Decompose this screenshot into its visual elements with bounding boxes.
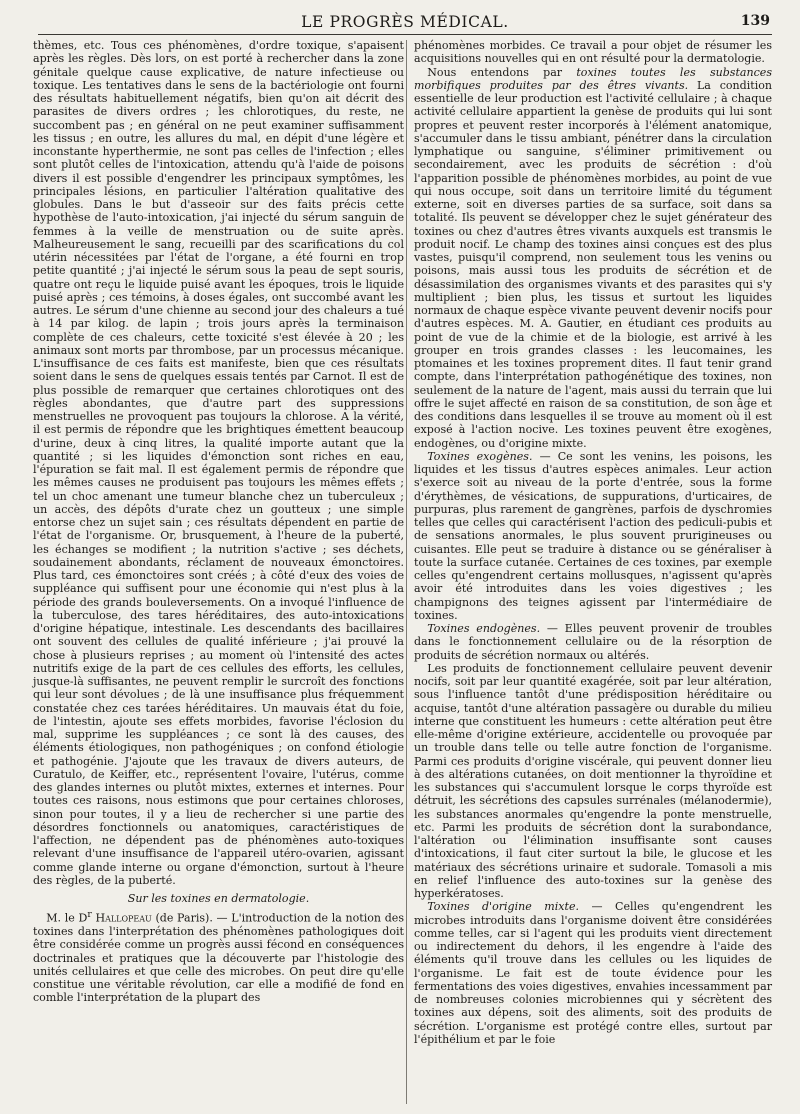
right-column	[414, 39, 772, 1046]
subsection-heading: Toxines exogènes.	[427, 449, 533, 463]
paragraph	[414, 450, 772, 622]
paragraph	[33, 908, 404, 1004]
paragraph-text: — Ce sont les venins, les poisons, les liquides et les tissus d'autres espèces animales. Leur action s'exerce soit au niveau de la porte d'entrée, sous la forme d'érythèmes, de vésications, de suppurations, d'urticaires, de purpuras, plus rarement de gangrènes, parfois de dyschromies telles que celles qui caractérisent l'action des pediculi-pubis et de sensations anormales, le plus souvent prurigineuses ou cuisantes. Elle peut se traduire à distance ou se généraliser à toute la surface cutanée. Certaines de ces toxines, par exemple celles qu'engendrent certains mollusques, n'agissent qu'après avoir été introduites dans les voies digestives ; les champignons des teignes agissent par l'intermédiaire de toxines.	[414, 449, 772, 622]
journal-title: LE PROGRÈS MÉDICAL.	[301, 13, 509, 31]
definition-emphasis: toxines toutes les substances morbifiques produites par des êtres vivants.	[414, 65, 772, 92]
section-heading: Sur les toxines en dermatologie.	[127, 892, 310, 905]
subsection-heading: Toxines d'origine mixte.	[427, 900, 580, 914]
paragraph-text: La condition essentielle de leur production est l'activité cellulaire ; à chaque activité cellulaire appartient la genèse de produits qui lui sont propres et peuvent rester incorporés à l'élément anatomique, s'accumuler dans le tissu ambiant, pénétrer dans la circulation lymphatique ou sanguine, s'éliminer primitivement ou secondairement, avec les produits de sécrétion : d'où l'apparition possible de phénomènes morbides, au point de vue qui nous occupe, soit dans un territoire limité du tégument externe, soit en diverses parties de sa surface, soit dans sa totalité. Ils peuvent se développer chez le sujet générateur des toxines ou chez d'autres êtres vivants auxquels est transmis le produit nocif. Le champ des toxines ainsi conçues est des plus vastes, puisqu'il comprend, non seulement tous les venins ou poisons, mais aussi tous les produits de sécrétion et de désassimilation des organismes vivants et des parasites qui s'y multiplient ; bien plus, les tissus et surtout les liquides normaux de chaque espèce vivante peuvent devenir nocifs pour d'autres espèces. M. A. Gautier, en étudiant ces produits au point de vue de la chimie et de la biologie, est arrivé à les grouper en trois grandes classes : les leucomaines, les ptomaines et les toxines proprement dites. Il faut tenir grand compte, dans l'interprétation pathogénétique des toxines, non seulement de la nature de l'agent, mais aussi du terrain que lui offre le sujet affecté en raison de sa constitution, de son âge et des conditions dans lesquelles il se trouve au moment où il est exposé à l'action nocive. Les toxines peuvent être exogènes, endogènes, ou d'origine mixte.	[414, 78, 772, 450]
author-title-superscript: r	[87, 909, 92, 921]
paragraph: thèmes, etc. Tous ces phénomènes, d'ordre toxique, s'apaisent après les règles. Dès lors, on est porté à rechercher dans la zone génitale quelque cause explicative, de nature infectieuse ou toxique. Les tentatives dans le sens de la bactériologie ont fourni des résultats habituellement négatifs, bien qu'on ait décrit des parasites de divers ordres ; les chlorotiques, du reste, ne succombent pas ; en général on ne peut examiner suffisamment les tissus ; en outre, les allures du mal, en dépit d'une légère et inconstante hyperthermie, ne sont pas celles de l'infection ; elles sont plutôt celles de l'intoxication, attendu qu'à l'aide de poisons divers il est possible d'engendrer les principaux symptômes, les principales lésions, en particulier l'altération qualitative des globules. Dans le but d'asseoir sur des faits précis cette hypothèse de l'auto-intoxication, j'ai injecté du sérum sanguin de femmes à la veille de menstruation ou de suite après. Malheureusement le sang, recueilli par des scarifications du col utérin nécessitées par l'état de l'organe, a été fourni en trop petite quantité ; j'ai injecté le sérum sous la peau de sept souris, quatre ont reçu le liquide puisé avant les époques, trois le liquide puisé après ; ces témoins, à doses égales, ont succombé avant les autres. Le sérum d'une chienne au second jour des chaleurs a tué à 14 par kilog. de lapin ; trois jours après la terminaison complète de ces chaleurs, cette toxicité s'est élevée à 20 ; les animaux sont morts par thrombose, par un processus mécanique. L'insuffisance de ces faits est manifeste, bien que ces résultats soient dans le sens de quelques essais tentés par Carnot. Il est de plus possible de remarquer que certaines chlorotiques ont des règles abondantes, que d'autre part des suppressions menstruelles ne provoquent pas toujours la chlorose. A la vérité, il est permis de répondre que les brightiques émettent beaucoup d'urine, deux à cinq litres, la qualité importe autant que la quantité ; si les liquides d'émonction sont riches en eau, l'épuration se fait mal. Il est également permis de répondre que les mêmes causes ne produisent pas toujours les mêmes effets ; tel un choc amenant une tumeur blanche chez un tuberculeux ; un accès, des dépôts d'urate chez un goutteux ; une simple entorse chez un sujet sain ; ces résultats dépendent en partie de l'état de l'organisme. Or, brusquement, à l'heure de la puberté, les échanges se modifient ; la nutrition s'active ; ses déchets, soudainement abondants, réclament de nouveaux émonctoires. Plus tard, ces émonctoires sont créés ; à côté d'eux des voies de suppléance qui suffisent pour une économie qui n'est plus à la période des grands bouleversements. On a invoqué l'influence de la tuberculose, des tares héréditaires, des auto-intoxications d'origine hépatique, intestinale. Les descendants des bacillaires ont souvent des cellules de qualité inférieure ; j'ai prouvé la chose à plusieurs reprises ; au moment où l'intensité des actes nutritifs exige de la part de ces cellules des efforts, les cellules, jusque-là suffisantes, ne peuvent remplir le surcroît des fonctions qui leur sont dévolues ; de là une insuffisance plus fréquemment constatée chez ces tarées héréditaires. Un mauvais état du foie, de l'intestin, ajoute ses effets morbides, favorise l'éclosion du mal, supprime les suppléances ; ce sont là des causes, des éléments étiologiques, non pathogéniques ; on confond étiologie et pathogénie. J'ajoute que les travaux de divers auteurs, de Curatulo, de Keiffer, etc., représentent l'ovaire, l'utérus, comme des glandes internes ou plutôt mixtes, externes et internes. Pour toutes ces raisons, nous estimons que pour certaines chloroses, sinon pour toutes, il y a lieu de rechercher si une partie des désordres fonctionnels ou anatomiques, caractéristiques de l'affection, ne dépendent pas de phénomènes auto-toxiques relevant d'une insuffisance de l'appareil utéro-ovarien, agissant comme glande interne ou organe d'émonction, surtout à l'heure des règles, de la puberté.	[33, 39, 404, 887]
subsection-heading: Toxines endogènes.	[427, 622, 541, 635]
author-name: Hallopeau	[91, 911, 152, 925]
author-title: M. le D	[46, 911, 88, 925]
paragraph	[414, 900, 772, 1046]
paragraph-text: — Celles qu'engendrent les microbes introduits dans l'organisme doivent être considérées comme telles, car si l'agent qui les produits vient directement ou indirectement du dehors, il les engendre à l'aide des éléments qu'il trouve dans les cellules ou les liquides de l'organisme. Le fait est de toute évidence pour les fermentations des voies digestives, envahies incessamment par de nombreuses colonies microbiennes qui y sécrètent des toxines aux dépens, soit des aliments, soit des produits de sécrétion. L'organisme est protégé contre elles, surtout par l'épithélium et par le foie	[414, 900, 773, 1046]
paragraph: Les produits de fonctionnement cellulaire peuvent devenir nocifs, soit par leur quantité exagérée, soit par leur altération, sous l'influence tantôt d'une prédisposition héréditaire ou acquise, tantôt d'une altération passagère ou durable du milieu interne que constituent les humeurs : cette altération peut être elle-même d'origine extérieure, accidentelle ou provoquée par un trouble dans telle ou telle autre fonction de l'organisme. Parmi ces produits d'origine viscérale, qui peuvent donner lieu à des altérations cutanées, on doit mentionner la thyroïdine et les substances qui s'accumulent lorsque le corps thyroïde est détruit, les sécrétions des capsules surrénales (mélanodermie), les substances anormales qu'engendre la ponte menstruelle, etc. Parmi les produits de sécrétion dont la surabondance, l'altération ou l'élimination insuffisante sont causes d'intoxications, il faut citer surtout la bile, le glucose et les matériaux des sécrétions urinaire et sudorale. Tomasoli a mis en relief l'influence des auto-toxines sur la genèse des hyperkératoses.	[414, 661, 772, 900]
paragraph	[414, 622, 772, 662]
paragraph	[414, 66, 772, 450]
paragraph-text: Nous entendons par	[427, 65, 577, 79]
page-number: 139	[740, 13, 770, 29]
left-column	[33, 39, 404, 1005]
paragraph: phénomènes morbides. Ce travail a pour objet de résumer les acquisitions nouvelles qui en ont résulté pour la dermatologie.	[414, 39, 772, 66]
paragraph-text: (de Paris). — L'introduction de la notion des toxines dans l'interprétation des phénomènes pathologiques doit être considérée comme un progrès aussi fécond en conséquences doctrinales et pratiques que la découverte par l'histologie des unités cellulaires et que celle des microbes. On peut dire qu'elle constitue une véritable révolution, car elle a modifié de fond en comble l'interprétation de la plupart des	[33, 911, 404, 1005]
page-header	[38, 4, 772, 35]
paragraph-text: — Elles peuvent provenir de troubles dans le fonctionnement cellulaire ou de la résorption de produits de sécrétion normaux ou altérés.	[414, 622, 773, 662]
column-divider	[406, 40, 407, 1104]
